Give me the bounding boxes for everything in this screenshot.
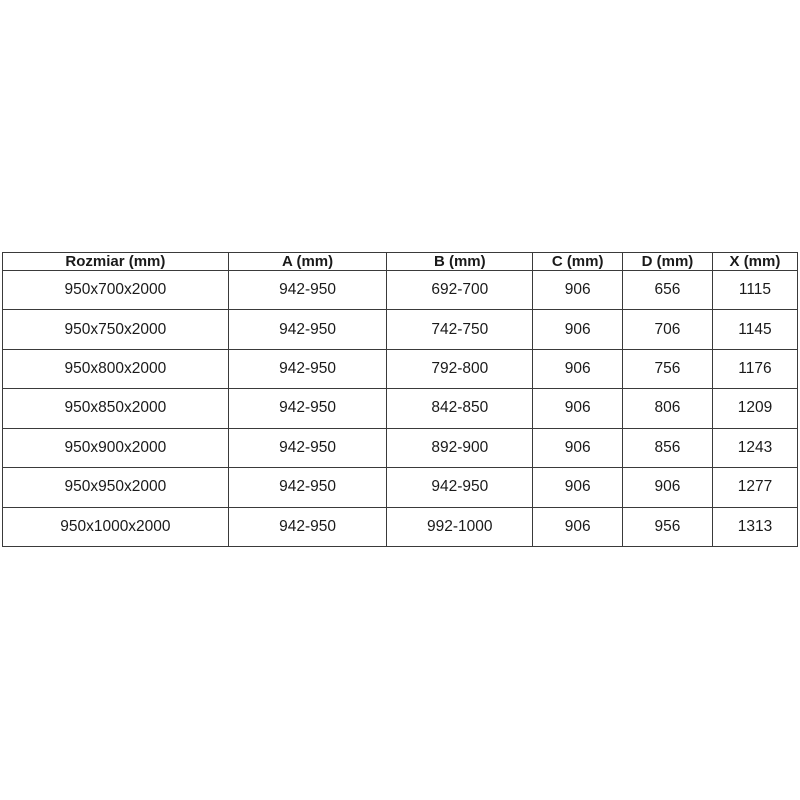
column-header-a: A (mm) [228, 253, 387, 271]
table-cell: 742-750 [387, 310, 533, 349]
table-cell: 906 [533, 468, 623, 507]
header-row [3, 253, 798, 271]
table-cell: 956 [623, 507, 713, 546]
table-cell: 942-950 [228, 507, 387, 546]
table-cell: 906 [533, 389, 623, 428]
table-cell: 942-950 [228, 271, 387, 310]
table-cell: 906 [533, 428, 623, 467]
table-cell: 942-950 [387, 468, 533, 507]
table-cell: 792-800 [387, 349, 533, 388]
table-header [3, 253, 798, 271]
column-header-x: X (mm) [712, 253, 797, 271]
table-cell: 1277 [712, 468, 797, 507]
table-cell: 950x800x2000 [3, 349, 229, 388]
table-cell: 942-950 [228, 310, 387, 349]
column-header-c: C (mm) [533, 253, 623, 271]
table-cell: 906 [533, 310, 623, 349]
table-cell: 950x1000x2000 [3, 507, 229, 546]
table-cell: 1115 [712, 271, 797, 310]
spec-table [2, 252, 798, 547]
table-cell: 1313 [712, 507, 797, 546]
table-row [3, 428, 798, 467]
table-cell: 950x850x2000 [3, 389, 229, 428]
column-header-b: B (mm) [387, 253, 533, 271]
table-cell: 892-900 [387, 428, 533, 467]
table-cell: 1209 [712, 389, 797, 428]
table-row [3, 389, 798, 428]
table-cell: 842-850 [387, 389, 533, 428]
table-row [3, 468, 798, 507]
table-cell: 950x700x2000 [3, 271, 229, 310]
table-cell: 906 [623, 468, 713, 507]
table-cell: 950x900x2000 [3, 428, 229, 467]
table-cell: 756 [623, 349, 713, 388]
spec-table-container [2, 252, 798, 547]
table-row [3, 310, 798, 349]
table-cell: 942-950 [228, 349, 387, 388]
table-cell: 692-700 [387, 271, 533, 310]
column-header-rozmiar: Rozmiar (mm) [3, 253, 229, 271]
table-row [3, 271, 798, 310]
table-cell: 1243 [712, 428, 797, 467]
table-cell: 806 [623, 389, 713, 428]
table-cell: 942-950 [228, 468, 387, 507]
column-header-d: D (mm) [623, 253, 713, 271]
table-cell: 942-950 [228, 428, 387, 467]
table-cell: 1145 [712, 310, 797, 349]
table-cell: 906 [533, 349, 623, 388]
table-cell: 950x750x2000 [3, 310, 229, 349]
table-body [3, 271, 798, 547]
table-cell: 992-1000 [387, 507, 533, 546]
table-cell: 656 [623, 271, 713, 310]
table-cell: 856 [623, 428, 713, 467]
table-cell: 942-950 [228, 389, 387, 428]
table-cell: 906 [533, 507, 623, 546]
table-cell: 950x950x2000 [3, 468, 229, 507]
table-cell: 906 [533, 271, 623, 310]
table-row [3, 507, 798, 546]
table-cell: 706 [623, 310, 713, 349]
table-row [3, 349, 798, 388]
table-cell: 1176 [712, 349, 797, 388]
